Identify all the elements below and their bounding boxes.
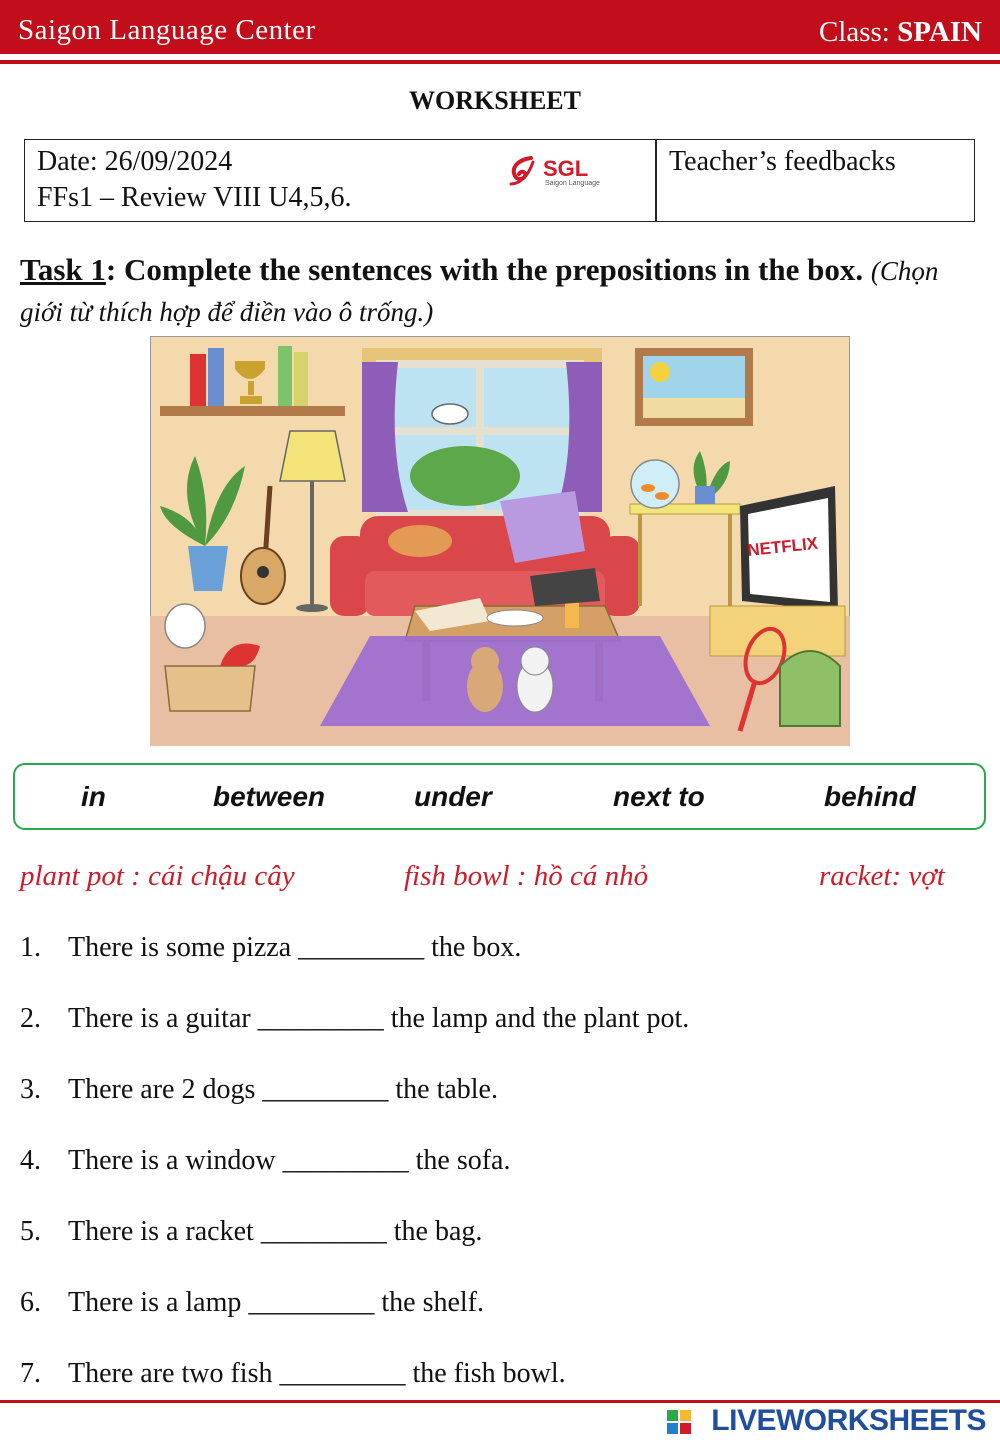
cat-icon	[388, 525, 452, 557]
word-option: between	[213, 781, 326, 812]
header-divider	[0, 60, 1000, 64]
date-text: Date: 26/09/2024	[37, 146, 233, 177]
answer-blank[interactable]: _________	[248, 1287, 375, 1318]
task-heading	[20, 250, 980, 332]
fish-icon	[655, 492, 669, 500]
info-box	[24, 139, 975, 222]
page-title: WORKSHEET	[409, 86, 581, 115]
sgl-swoosh-icon	[507, 152, 541, 188]
sgl-logo	[507, 152, 627, 192]
task-translation: (Chọn giới từ thích hợp để điền vào ô trống.)	[20, 256, 939, 327]
class-label: Class:	[818, 16, 890, 48]
center-name: Saigon Language Center	[18, 14, 316, 46]
answer-blank[interactable]: _________	[262, 1074, 389, 1105]
answer-blank[interactable]: _________	[257, 1003, 384, 1034]
word-option: behind	[824, 781, 916, 812]
logo-subtext: Saigon Language	[545, 180, 600, 187]
question-item: 1. There is some pizza _________ the box.	[20, 932, 522, 963]
fish-icon	[641, 484, 655, 492]
fish-bowl	[631, 460, 679, 508]
class-value: SPAIN	[897, 16, 982, 48]
answer-blank[interactable]: _________	[260, 1216, 387, 1247]
question-item: 2. There is a guitar _________ the lamp and the plant pot.	[20, 1003, 690, 1034]
class-info	[819, 16, 982, 49]
answer-blank[interactable]: _________	[282, 1145, 409, 1176]
word-option: under	[414, 781, 492, 812]
question-item: 3. There are 2 dogs _________ the table.	[20, 1074, 498, 1105]
preposition-word-box	[13, 763, 986, 830]
tv-brand-text: NETFLIX	[746, 533, 819, 560]
living-room-illustration	[150, 336, 850, 746]
window	[362, 348, 602, 514]
liveworksheets-icon	[667, 1410, 691, 1434]
liveworksheets-text: LIVEWORKSHEETS	[711, 1404, 986, 1437]
wall-picture	[635, 348, 753, 426]
question-item: 6. There is a lamp _________ the shelf.	[20, 1287, 485, 1318]
question-item: 7. There are two fish _________ the fish bowl.	[20, 1358, 566, 1389]
word-option: in	[81, 781, 106, 812]
review-text: FFs1 – Review VIII U4,5,6.	[37, 182, 352, 213]
task-label: Task 1	[20, 252, 106, 287]
question-item: 4. There is a window _________ the sofa.	[20, 1145, 511, 1176]
task-instruction: : Complete the sentences with the prepositions in the box.	[105, 252, 864, 287]
info-divider	[655, 140, 657, 221]
word-option: next to	[613, 781, 705, 812]
answer-blank[interactable]: _________	[279, 1358, 406, 1389]
vocab-item: fish bowl : hồ cá nhỏ	[404, 860, 649, 892]
teacher-feedback-label: Teacher’s feedbacks	[669, 146, 896, 177]
logo-text: SGL	[543, 156, 589, 181]
vocab-item: racket: vợt	[819, 860, 945, 892]
question-item: 5. There is a racket _________ the bag.	[20, 1216, 483, 1247]
vocab-item: plant pot : cái chậu cây	[20, 860, 295, 892]
answer-blank[interactable]: _________	[298, 932, 425, 963]
header-bar	[0, 0, 1000, 54]
footer-divider	[0, 1400, 1000, 1403]
